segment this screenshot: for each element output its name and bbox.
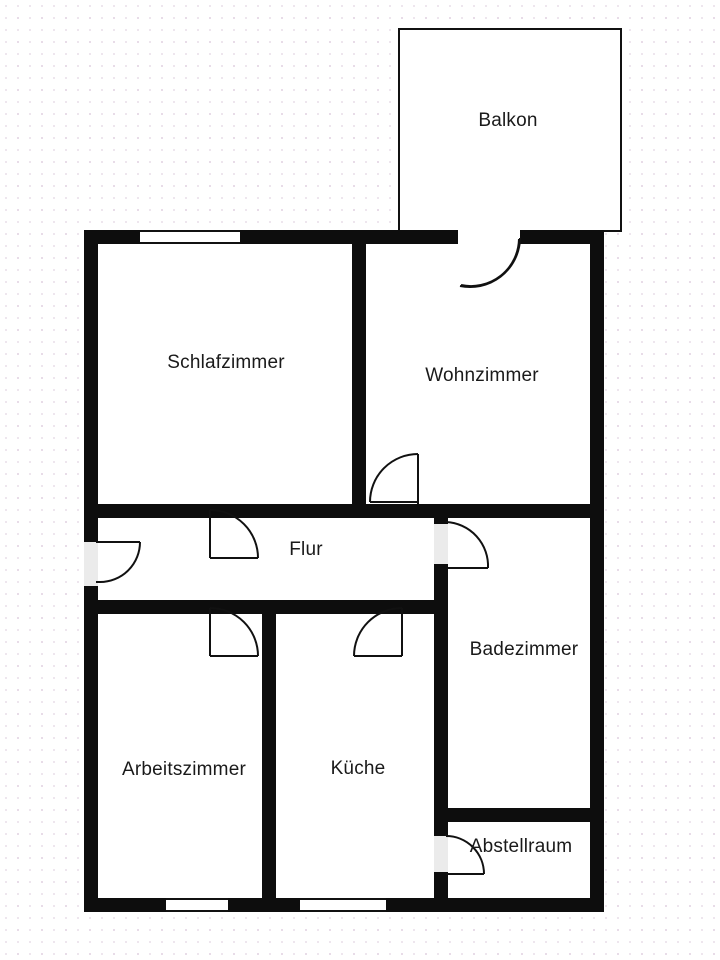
door-bathroom	[446, 520, 492, 572]
wall-bedroom-living	[352, 230, 366, 510]
room-label-flur: Flur	[289, 539, 323, 560]
door-entrance	[96, 538, 142, 584]
room-label-abstellraum: Abstellraum	[469, 836, 573, 857]
wall-hall-notch	[392, 504, 448, 518]
door-kitchen	[352, 608, 404, 660]
room-label-kueche: Küche	[330, 758, 386, 779]
room-label-balkon: Balkon	[478, 110, 538, 131]
window-bedroom	[140, 230, 240, 244]
window-kitchen	[300, 898, 386, 912]
room-label-schlafzimmer: Schlafzimmer	[167, 352, 285, 373]
wall-office-kitchen	[262, 600, 276, 912]
door-living-hall	[368, 452, 420, 504]
room-label-wohnzimmer: Wohnzimmer	[425, 365, 539, 386]
room-label-badezimmer: Badezimmer	[469, 639, 579, 660]
door-bedroom-hall	[208, 510, 260, 562]
window-office	[166, 898, 228, 912]
door-office	[208, 608, 260, 660]
wall-bath-storage	[434, 808, 604, 822]
room-label-arbeitszimmer: Arbeitszimmer	[121, 759, 247, 780]
door-balcony	[458, 238, 520, 290]
